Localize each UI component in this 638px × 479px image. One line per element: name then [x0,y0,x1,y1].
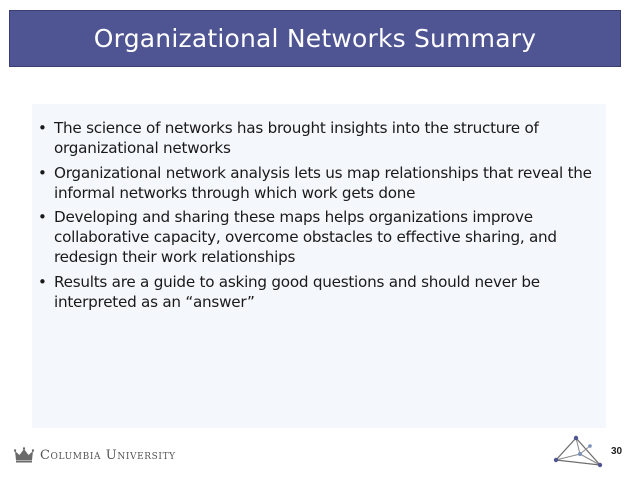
slide-title: Organizational Networks Summary [93,24,537,53]
bullet-text: The science of networks has brought insights into the structure of organizational networks [54,119,539,157]
bullet-list [32,104,606,312]
bullet-item [32,118,596,158]
bullet-text: Developing and sharing these maps helps organizations improve collaborative capacity, overcome obstacles to effective sharing, and redesign their work relationships [54,208,557,266]
bullet-text: Organizational network analysis lets us map relationships that reveal the informal networks through which work gets done [54,163,592,202]
bullet-item [32,207,596,267]
content-panel [32,104,606,428]
bullet-dot: • [38,163,47,182]
page-number: 30 [611,446,623,457]
bullet-item [32,163,596,203]
network-graph-logo [550,432,608,470]
columbia-logo [14,447,176,463]
crown-icon [14,447,34,463]
bullet-text: Results are a guide to asking good questions and should never be interpreted as an “answer” [54,272,540,311]
title-bar [9,10,621,67]
bullet-dot: • [38,119,47,137]
university-name: Columbia University [40,447,176,463]
bullet-dot: • [38,208,47,226]
bullet-item [32,272,596,312]
bullet-dot: • [38,272,47,291]
